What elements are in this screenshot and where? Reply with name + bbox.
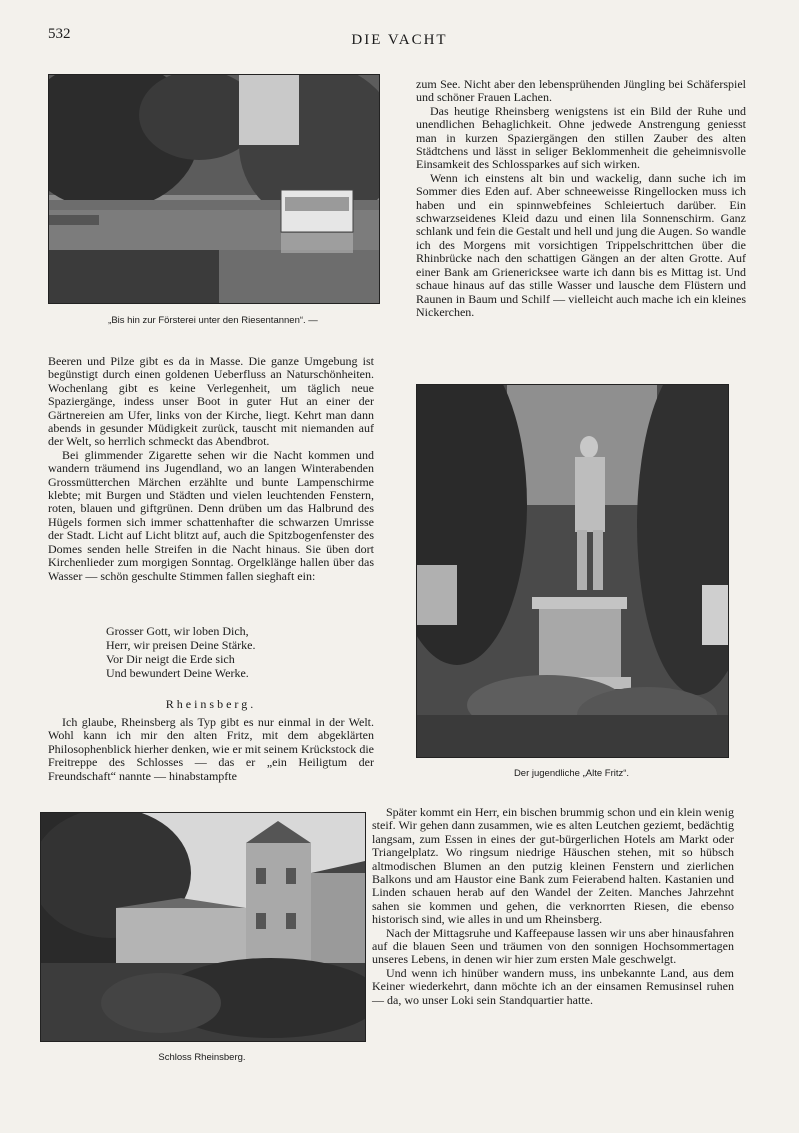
paragraph: Beeren und Pilze gibt es da in Masse. Die ganze Umgebung ist begünstigt durch einen goldenen Ueberfluss an Naturschönheiten. Wochenlang gibt es keine Verlegenheit, um täglich neue Spaziergänge, indess unser Boot in guter Hut an einer der Gärtnereien am Ufer, links von der Kirche, liegt. Kehrt man dann abends in gesunder Müdigkeit zurück, tauscht mit niemanden auf der Welt, so herrlich schmeckt das Abendbrot. xyxy=(48,354,374,449)
hymn-verse xyxy=(106,624,255,680)
right-column-text-2 xyxy=(372,806,734,1007)
section-heading: Rheinsberg. xyxy=(165,697,257,711)
running-head: DIE VACHT xyxy=(351,32,448,48)
paragraph: Und wenn ich hinüber wandern muss, ins unbekannte Land, aus dem Keiner wiederkehrt, dann möchte ich an der einsamen Remusinsel ruhen — da, wo unser Loki sein Standquartier hatte. xyxy=(372,965,734,1007)
paragraph: Bei glimmender Zigarette sehen wir die Nacht kommen und wandern träumend ins Jugendland, wo an langen Winterabenden Grossmütterchen Märchen erzählte und bunte Lampenschirme klebte; mit Burgen und Städten und vielen leuchtenden Fenstern, roten, blauen und giftgrünen. Denn drüben um das Halbrund des Hügels formen sich immer schattenhafter die schwarzen Umrisse der Stadt. Licht auf Licht blitzt auf, auch die Spitzbogenfenster des Domes senden helle Streifen in die Nacht hinaus. Sie üben dort Kirchenlieder zum morgigen Sonntag. Orgelklänge hallen über das Wasser — schön geschulte Stimmen fallen sieghaft ein: xyxy=(48,447,374,583)
left-column-text-2 xyxy=(48,716,374,783)
photo-schloss-rheinsberg xyxy=(40,812,366,1042)
paragraph: Nach der Mittagsruhe und Kaffeepause lassen wir uns aber hinausfahren auf die blauen Seen und träumen von den sonnigen Hochsommertagen unseres Lebens, in denen wir hier zum ersten Male geschwelgt. xyxy=(372,925,734,967)
photo-river-boat xyxy=(48,74,380,304)
figure-caption-statue: Der jugendliche „Alte Fritz“. xyxy=(513,768,630,779)
paragraph: zum See. Nicht aber den lebensprühenden Jüngling bei Schäferspiel und schöner Frauen Lachen. xyxy=(416,77,746,105)
page-number: 532 xyxy=(48,26,71,42)
paragraph: Später kommt ein Herr, ein bischen brummig schon und ein klein wenig steif. Wir gehen dann zusammen, wie es alten Leutchen geziemt, bedächtig langsam, zum Essen in eines der gut-bürgerlichen Hotels am Markt oder Triangelplatz. Wo ringsum niedrige Häuschen stehen, mit so hübsch altmodischen Blumen an den putzig kleinen Fenstern und zierlichen Balkons und am Haustor eine Bank zum Feierabend halten. Kastanien und Linden schauen herab auf den Wandel der Zeiten. Manches Jahrzehnt sahen sie kommen und gehen, die verknorrten Riesen, die ebenso historisch sind, wie alles in und um Rheinsberg. xyxy=(372,805,734,927)
verse-line: Vor Dir neigt die Erde sich xyxy=(106,652,235,666)
paragraph: Das heutige Rheinsberg wenigstens ist ein Bild der Ruhe und unendlichen Behaglichkeit. Ohne jedwede Anstrengung geniesst man in kurzen Spaziergängen den stillen Zauber des alten Städtchens und lässt in seliger Beklommenheit die geheimnisvolle Einsamkeit des Schlossparkes auf sich wirken. xyxy=(416,103,746,172)
verse-line: Herr, wir preisen Deine Stärke. xyxy=(106,638,256,652)
right-column-text xyxy=(416,78,746,319)
verse-line: Und bewundert Deine Werke. xyxy=(106,666,249,680)
photo-statue-alte-fritz xyxy=(416,384,729,758)
verse-line: Grosser Gott, wir loben Dich, xyxy=(106,624,249,638)
figure-caption-schloss: Schloss Rheinsberg. xyxy=(158,1052,246,1063)
paragraph: Ich glaube, Rheinsberg als Typ gibt es nur einmal in der Welt. Wohl kann ich mir den alten Fritz, mit dem abgeklärten Philosophenblick hierher denken, wie er mit seinem Krückstock die Freitreppe des Schlosses — das er „ein Heiligtum der Freundschaft“ nannte — hinabstampfte xyxy=(48,715,374,783)
figure-caption-river: „Bis hin zur Försterei unter den Riesentannen“. — xyxy=(108,315,318,326)
paragraph: Wenn ich einstens alt bin und wackelig, dann suche ich im Sommer dies Eden auf. Aber schneeweisse Ringellocken muss ich haben und ein spinnwebfeines Schleiertuch darüber. Ein schwarzseidenes Kleid dazu und einen lila Sonnenschirm. Ganz schlank und fein die Gestalt und hell und jung die Augen. So wandle ich des Morgens mit vorsichtigen Trippelschrittchen über die Rhinbrücke nach den schattigen Gängen an der alten Grotte. Auf einer Bank am Grienericksee warte ich dann bis es Mittag ist. Und schaue hinaus auf das stille Wasser und lausche dem Flüstern und Raunen in Baum und Schilf — vielleicht auch mache ich ein kleines Nickerchen. xyxy=(416,170,746,319)
left-column-text xyxy=(48,355,374,583)
